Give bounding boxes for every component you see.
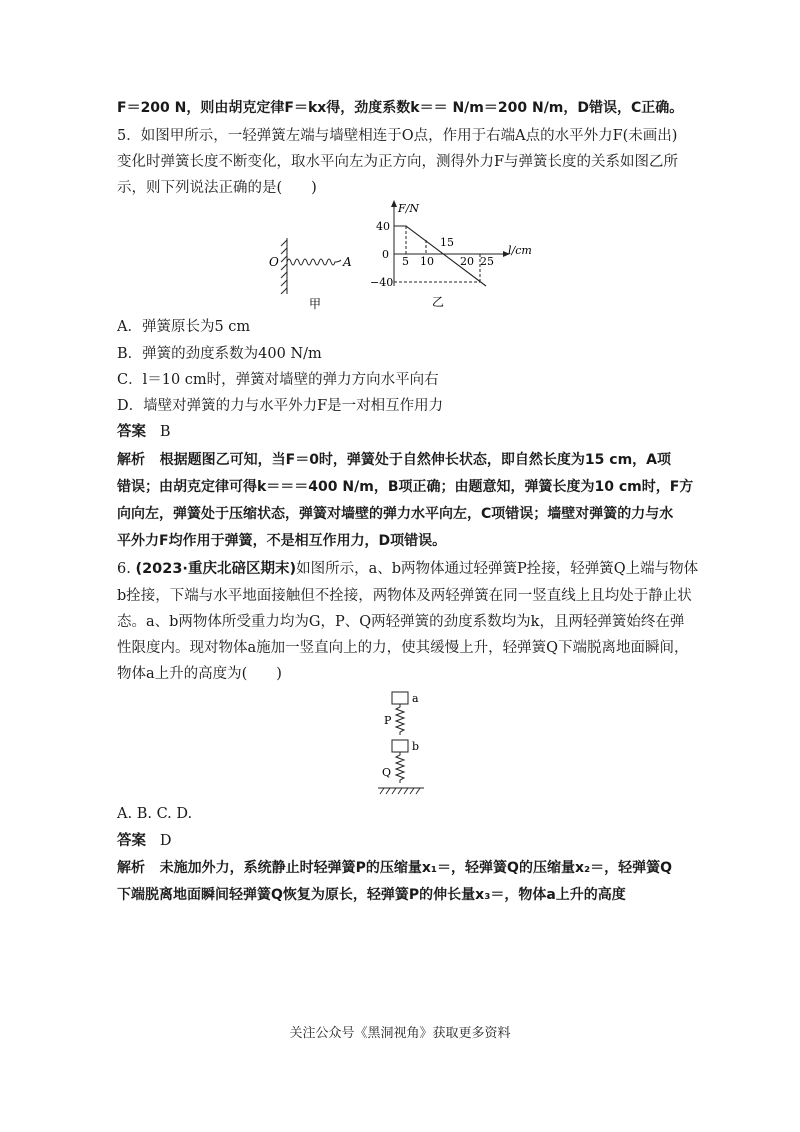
- spring-coil: [287, 259, 341, 265]
- q5-stem-line-1: 5．如图甲所示，一轻弹簧左端与墙壁相连于O点，作用于右端A点的水平外力F(未画出): [117, 128, 678, 144]
- label-a: a: [412, 692, 419, 705]
- q6-source: (2023·重庆北碚区期末): [135, 561, 297, 577]
- y-tick-0: 0: [382, 248, 389, 261]
- q5-answer: [117, 422, 170, 442]
- q5-stem-line-2: 变化时弹簧长度不断变化，取水平向左为正方向，测得外力F与弹簧长度的关系如图乙所: [117, 154, 679, 170]
- x-tick-15: 15: [440, 236, 454, 249]
- q6-analysis-text-1: 未施加外力，系统静止时轻弹簧P的压缩量x₁＝，轻弹簧Q的压缩量x₂＝，轻弹簧Q: [159, 860, 673, 876]
- q6-analysis-line-2: 下端脱离地面瞬间轻弹簧Q恢复为原长，轻弹簧P的伸长量x₃＝，物体a上升的高度: [117, 887, 626, 903]
- x-tick-25: 25: [480, 255, 494, 268]
- q5-option-d: D．墙壁对弹簧的力与水平外力F是一对相互作用力: [117, 398, 444, 414]
- x-axis-label: l/cm: [508, 244, 532, 257]
- block-a: [392, 692, 408, 704]
- q6-stem-line-5: 物体a上升的高度为( ): [117, 666, 282, 682]
- y-axis-label: F/N: [398, 202, 419, 215]
- q5-option-c: C．l＝10 cm时，弹簧对墙壁的弹力方向水平向右: [117, 372, 439, 388]
- x-tick-10: 10: [420, 255, 434, 268]
- q5-option-b: B．弹簧的劲度系数为400 N/m: [117, 346, 322, 362]
- q6-answer: [117, 831, 171, 851]
- solution-line-1: F＝200 N，则由胡克定律F＝kx得，劲度系数k＝＝ N/m＝200 N/m，D错误，C正确。: [117, 100, 684, 116]
- q5-analysis-line-4: 平外力F均作用于弹簧，不是相互作用力，D项错误。: [117, 533, 447, 549]
- q6-analysis-line-1: [117, 858, 672, 878]
- ground-hatch: [380, 788, 420, 794]
- x-tick-20: 20: [460, 255, 474, 268]
- q6-answer-value: D: [159, 833, 172, 849]
- caption-yi: 乙: [432, 295, 445, 309]
- q5-analysis-line-1: [117, 450, 671, 470]
- q5-stem-line-3: 示，则下列说法正确的是( ): [117, 180, 317, 196]
- q5-analysis-line-2: 错误；由胡克定律可得k＝＝＝400 N/m，B项正确；由题意知，弹簧长度为10 cm时，F方: [117, 479, 694, 495]
- label-b: b: [412, 740, 420, 753]
- q5-analysis-text-1: 根据题图乙可知，当F＝0时，弹簧处于自然伸长状态，即自然长度为15 cm，A项: [159, 452, 672, 468]
- figure-jia-spring-wall: [265, 232, 365, 312]
- q5-analysis-line-3: 向向左，弹簧处于压缩状态，弹簧对墙壁的弹力水平向左，C项错误；墙壁对弹簧的力与水: [117, 506, 674, 522]
- q6-options: A. B. C. D.: [117, 806, 193, 822]
- label-A: A: [343, 255, 352, 269]
- q5-answer-value: B: [159, 424, 171, 440]
- label-O: O: [269, 255, 279, 269]
- figure-two-springs: [372, 690, 442, 800]
- label-P: P: [384, 714, 392, 727]
- q6-stem-line-1: [117, 559, 698, 579]
- footer-note: 关注公众号《黑洞视角》获取更多资料: [289, 1026, 511, 1041]
- q6-analysis-label: 解析: [117, 860, 145, 876]
- q6-stem-line-2: b拴接，下端与水平地面接触但不拴接，两物体及两轻弹簧在同一竖直线上且均处于静止状: [117, 588, 692, 604]
- y-axis-arrow: [391, 200, 397, 207]
- q5-analysis-label: 解析: [117, 452, 145, 468]
- x-tick-5: 5: [402, 255, 409, 268]
- q6-stem-line-4: 性限度内。现对物体a施加一竖直向上的力，使其缓慢上升，轻弹簧Q下端脱离地面瞬间，: [117, 640, 689, 656]
- q6-number: 6.: [117, 561, 131, 577]
- y-tick-neg40: −40: [370, 276, 394, 289]
- block-b: [392, 740, 408, 752]
- q5-answer-label: 答案: [117, 424, 146, 440]
- spring-Q: [396, 752, 404, 783]
- q6-answer-label: 答案: [117, 833, 146, 849]
- caption-jia: 甲: [309, 297, 322, 311]
- spring-P: [396, 704, 404, 735]
- figure-yi-graph: [368, 198, 538, 310]
- label-Q: Q: [382, 766, 392, 779]
- q6-stem-line-3: 态。a、b两物体所受重力均为G，P、Q两轻弹簧的劲度系数均为k，且两轻弹簧始终在弹: [117, 614, 685, 630]
- y-tick-40: 40: [376, 220, 390, 233]
- q5-option-a: A．弹簧原长为5 cm: [117, 319, 251, 335]
- q6-stem-text-1: 如图所示，a、b两物体通过轻弹簧P拴接，轻弹簧Q上端与物体: [296, 561, 699, 577]
- wall-hatch: [281, 238, 287, 294]
